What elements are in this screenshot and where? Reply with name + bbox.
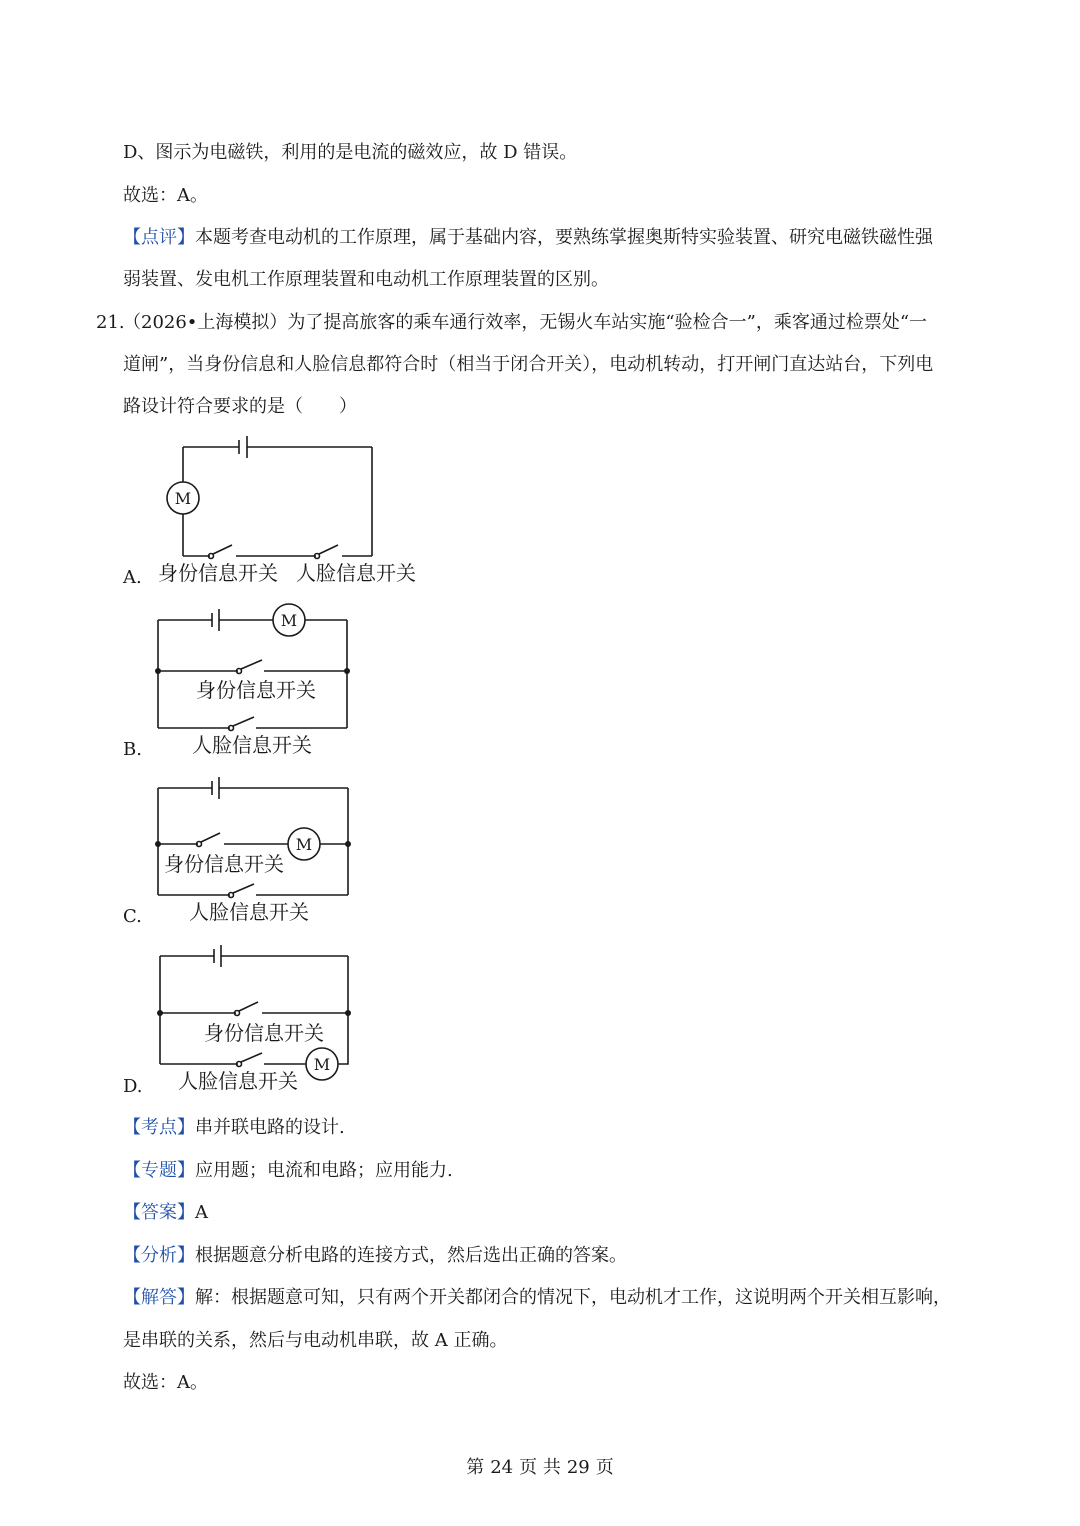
motor-label: M [313, 1055, 331, 1074]
page-number: 24 [490, 1457, 514, 1478]
question-number: 21. [96, 312, 125, 333]
topic-line: 【专题】应用题；电流和电路；应用能力. [123, 1160, 453, 1181]
solve-tag: 【解答】 [123, 1287, 195, 1308]
switch-face-label: 人脸信息开关 [192, 733, 312, 757]
switch-id-label: 身份信息开关 [196, 678, 316, 702]
option-a-label[interactable]: A. [123, 567, 142, 588]
switch-id-label: 身份信息开关 [204, 1021, 324, 1045]
point-tag: 【考点】 [123, 1117, 195, 1138]
answer-line: 【答案】A [123, 1202, 208, 1223]
analyze-line: 【分析】根据题意分析电路的连接方式，然后选出正确的答案。 [123, 1245, 627, 1266]
switch-blade [239, 1002, 258, 1011]
motor-label: M [174, 489, 192, 508]
switch-face-label: 人脸信息开关 [178, 1069, 298, 1093]
solve-line-2: 是串联的关系，然后与电动机串联，故 A 正确。 [123, 1330, 508, 1351]
point-line: 【考点】串并联电路的设计. [123, 1117, 345, 1138]
review-line-1: 【点评】本题考查电动机的工作原理，属于基础内容，要熟练掌握奥斯特实验装置、研究电磁铁磁性强 [123, 227, 933, 248]
option-b-label[interactable]: B. [123, 739, 142, 760]
question-line-1: （2026•上海模拟）为了提高旅客的乘车通行效率，无锡火车站实施“验检合一”，乘客通过检票处“一 [123, 312, 928, 333]
switch-blade [241, 1053, 262, 1062]
motor-label: M [280, 611, 298, 630]
motor-label: M [295, 835, 313, 854]
analyze-tag: 【分析】 [123, 1245, 195, 1266]
review-line-2: 弱装置、发电机工作原理装置和电动机工作原理装置的区别。 [123, 269, 609, 290]
switch-id-label: 身份信息开关 [158, 561, 278, 585]
final-choice-line: 故选：A。 [123, 1372, 208, 1393]
switch-id-label: 身份信息开关 [164, 852, 284, 876]
option-d-explanation: D、图示为电磁铁，利用的是电流的磁效应，故 D 错误。 [123, 142, 578, 163]
switch-face-label: 人脸信息开关 [189, 900, 309, 924]
switch-face-label: 人脸信息开关 [296, 561, 416, 585]
page-footer: 第 24 页 共 29 页 [466, 1457, 614, 1478]
topic-tag: 【专题】 [123, 1160, 195, 1181]
question-line-2: 道闸”，当身份信息和人脸信息都符合时（相当于闭合开关），电动机转动，打开闸门直达站台，下列电 [123, 354, 934, 375]
question-line-3: 路设计符合要求的是（ ） [123, 396, 357, 417]
review-tag: 【点评】 [123, 227, 195, 248]
choice-line: 故选：A。 [123, 185, 208, 206]
option-c-label[interactable]: C. [123, 906, 142, 927]
solve-line-1: 【解答】解：根据题意可知，只有两个开关都闭合的情况下，电动机才工作，这说明两个开关相互影响， [123, 1287, 951, 1308]
answer-tag: 【答案】 [123, 1202, 195, 1223]
total-pages: 29 [566, 1457, 590, 1478]
option-d-label[interactable]: D. [123, 1076, 143, 1097]
